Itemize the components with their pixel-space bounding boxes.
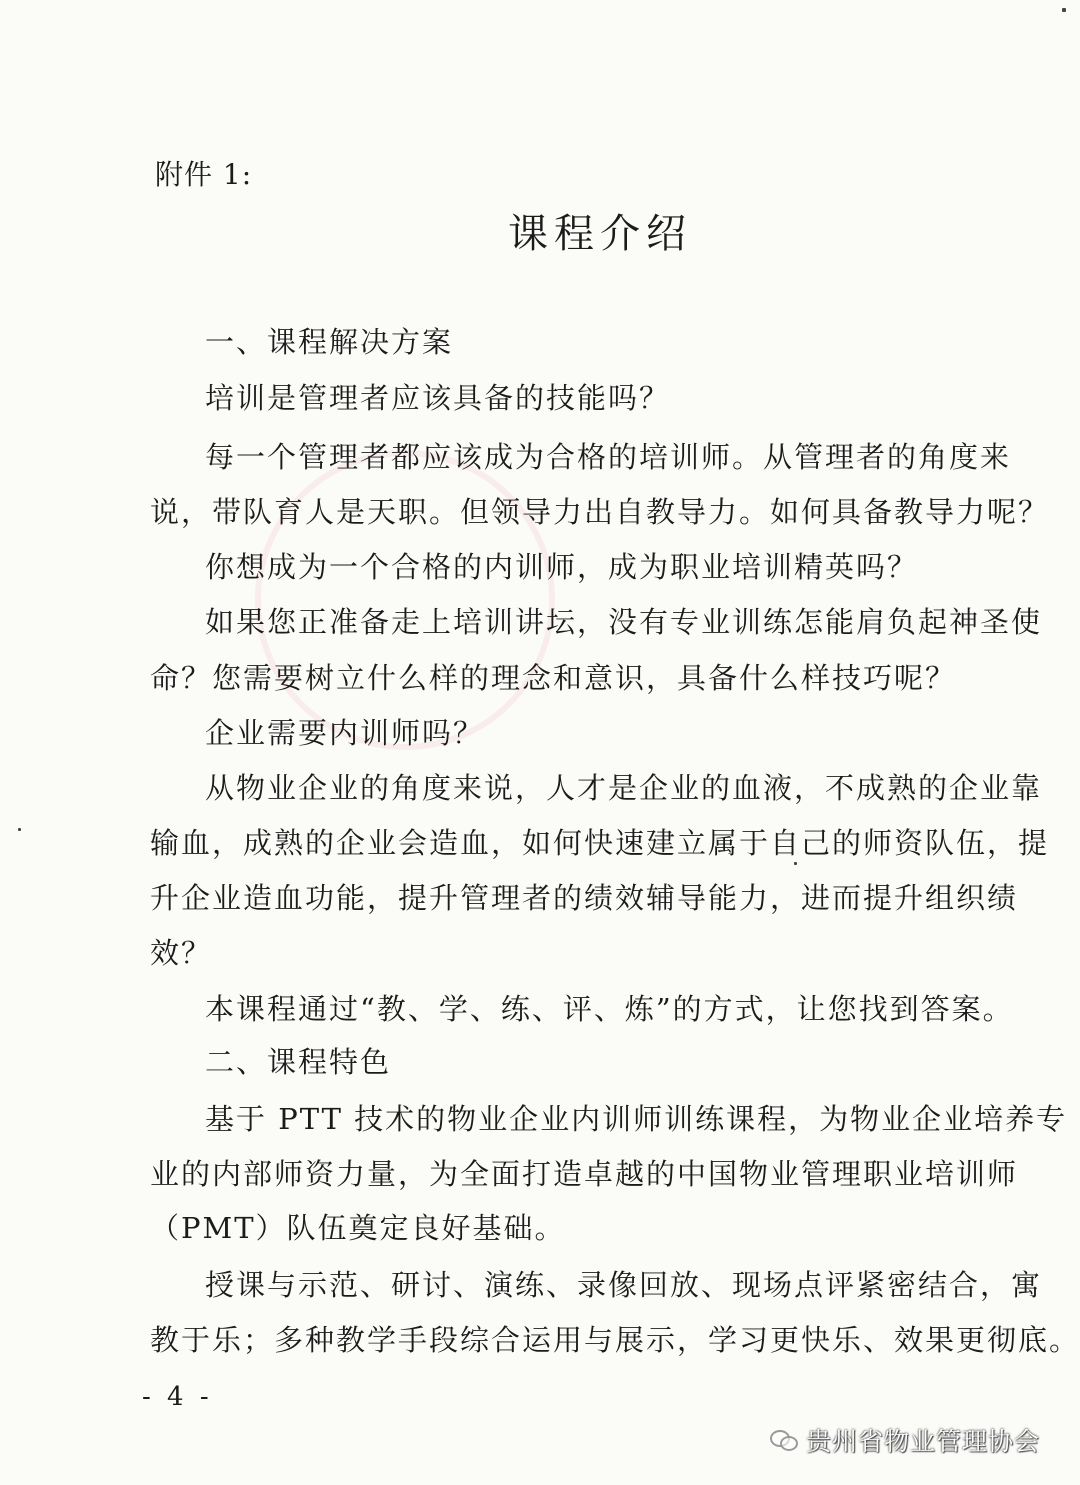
- paragraph-line: 企业需要内训师吗？: [205, 716, 485, 750]
- paragraph-line: 本课程通过“教、学、练、评、炼”的方式，让您找到答案。: [205, 992, 1014, 1026]
- paragraph-line: 如果您正准备走上培训讲坛，没有专业训练怎能肩负起神圣使: [205, 605, 1043, 639]
- scan-speck: [1062, 8, 1066, 12]
- paragraph-line: 从物业企业的角度来说，人才是企业的血液，不成熟的企业靠: [205, 771, 1043, 805]
- paragraph-line: 每一个管理者都应该成为合格的培训师。从管理者的角度来: [205, 440, 1012, 474]
- page-title: 课程介绍: [508, 211, 692, 257]
- account-watermark: [770, 1422, 1040, 1458]
- paragraph-line: 培训是管理者应该具备的技能吗？: [205, 381, 671, 415]
- paragraph-line: （PMT）队伍奠定良好基础。: [150, 1211, 566, 1245]
- attachment-label: 附件 1:: [155, 158, 253, 191]
- paragraph-line: 效？: [150, 936, 213, 970]
- paragraph-line: 升企业造血功能，提升管理者的绩效辅导能力，进而提升组织绩: [150, 881, 1019, 915]
- watermark-text: 贵州省物业管理协会: [806, 1427, 1041, 1456]
- paragraph-line: 教于乐；多种教学手段综合运用与展示，学习更快乐、效果更彻底。: [150, 1323, 1080, 1357]
- section-heading-1: 一、课程解决方案: [205, 325, 454, 359]
- paragraph-line: 命？您需要树立什么样的理念和意识，具备什么样技巧呢？: [150, 661, 957, 695]
- page-number: - 4 -: [142, 1382, 213, 1412]
- paragraph-line: 说，带队育人是天职。但领导力出自教导力。如何具备教导力呢？: [150, 495, 1050, 529]
- scan-speck: [18, 828, 21, 831]
- scan-speck: [794, 862, 797, 865]
- paragraph-line: 授课与示范、研讨、演练、录像回放、现场点评紧密结合，寓: [205, 1268, 1043, 1302]
- paragraph-line: 输血，成熟的企业会造血，如何快速建立属于自己的师资队伍，提: [150, 826, 1050, 860]
- chat-bubbles-icon: [770, 1428, 800, 1452]
- paragraph-line: 基于 PTT 技术的物业企业内训师训练课程，为物业企业培养专: [205, 1102, 1068, 1136]
- section-heading-2: 二、课程特色: [205, 1045, 392, 1079]
- paragraph-line: 业的内部师资力量，为全面打造卓越的中国物业管理职业培训师: [150, 1157, 1019, 1191]
- paragraph-line: 你想成为一个合格的内训师，成为职业培训精英吗？: [205, 550, 919, 584]
